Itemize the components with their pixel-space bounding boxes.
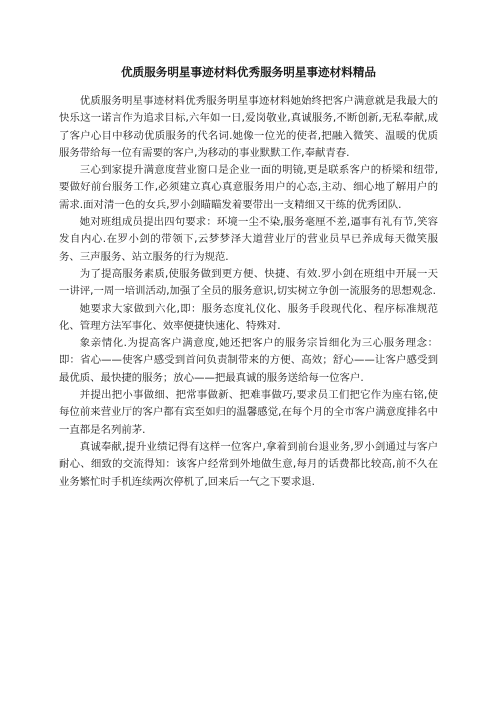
paragraph-4: 为了提高服务素质,使服务做到更方便、快捷、有效.罗小剑在班组中开展一天一讲评,一周一培训活动,加强了全员的服务意识,切实树立争创一流服务的思想观念.: [59, 267, 438, 298]
paragraph-7: 并提出把小事做细、把常事做新、把难事做巧,要求员工们把它作为座右铭,使每位前来营业厅的客户都有宾至如归的温馨感觉,在每个月的全市客户满意度排名中一直都是名列前茅.: [59, 389, 438, 436]
paragraph-2: 三心到家提升满意度营业窗口是企业一面的明镜,更是联系客户的桥梁和纽带,要做好前台服务工作,必须建立真心真意服务用户的心态,主动、细心地了解用户的需求.面对清一色的女兵,罗小剑瞄瞄发着要带出一支精细又干练的优秀团队.: [59, 164, 438, 211]
paragraph-1: 优质服务明星事迹材料优秀服务明星事迹材料她始终把客户满意就是我最大的快乐这一诺言作为追求目标,六年如一日,爱岗敬业,真诚服务,不断创新,无私奉献,成了客户心目中移动优质服务的代名词.她像一位光的使者,把融入微笑、温暖的优质服务带给每一位有需要的客户,为移动的事业默默工作,奉献青春.: [59, 95, 438, 159]
paragraph-5: 她要求大家做到六化,即：服务态度礼仪化、服务手段现代化、程序标准规范化、管理方法军事化、效率便捷快速化、特殊对.: [59, 302, 438, 332]
paragraph-6: 象亲情化.为提高客户满意度,她还把客户的服务宗旨细化为三心服务理念：即：省心——使客户感受到首问负责制带来的方便、高效；舒心——让客户感受到最优质、最快捷的服务；放心——把最真诚的服务送给每一位客户.: [59, 337, 438, 384]
paragraph-3: 她对班组成员提出四句要求：环境一尘不染,服务毫厘不差,逼事有礼有节,笑容发自内心.在罗小剑的带领下,云梦梦泽大道营业厅的营业员早已养成每天微笑服务、三声服务、站立服务的行为规范.: [59, 216, 438, 263]
document-title: 优质服务明星事迹材料优秀服务明星事迹材料精品: [120, 65, 377, 79]
paragraph-8: 真诚奉献,提升业绩记得有这样一位客户,拿着到前台退业务,罗小剑通过与客户耐心、细致的交流得知：该客户经常到外地做生意,每月的话费都比较高,前不久在业务繁忙时手机连续两次停机了,回来后一气之下要求退.: [59, 440, 438, 488]
